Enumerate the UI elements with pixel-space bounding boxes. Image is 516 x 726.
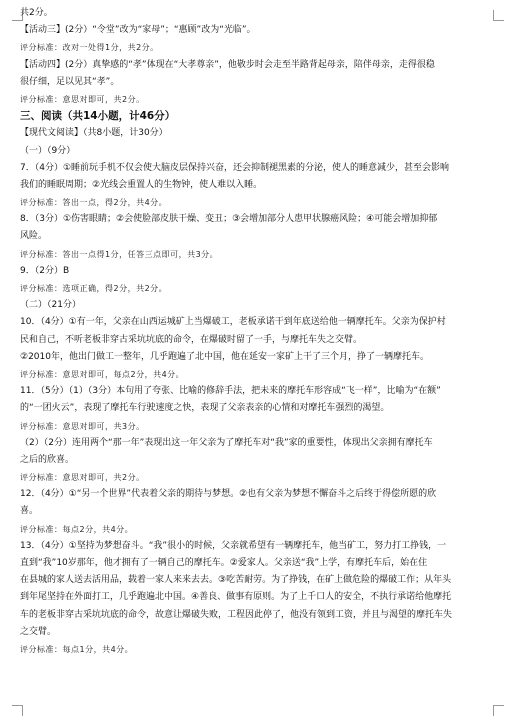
text-line: 11．（5分）（1）（3分）本句用了夸张、比喻的修辞手法，把未来的摩托车形容成“飞一样”，比喻为“在额” xyxy=(20,386,441,397)
scoring-line: 评分标准：每点1分，共4分。 xyxy=(20,644,134,654)
text-line: 很仔细，足以见其“孝”。 xyxy=(20,76,120,87)
text-line: ②2010年，他出门做工一整年，几乎跑遍了北中国，他在延安一家矿上干了三个月，挣了一辆摩托车。 xyxy=(20,351,429,362)
text-line: 直到“我”10岁那年，他才拥有了一辆自己的摩托车。②爱家人。父亲送“我”上学，有摩托车后，始在住 xyxy=(20,558,428,568)
section-heading: 三、阅读（共14小题，计46分） xyxy=(20,110,176,123)
scoring-line: 评分标准：意思对即可，共2分。 xyxy=(20,94,145,104)
text-line: 10．（4分）①有一年，父亲在山西运城矿上当爆破工，老板承诺干到年底送给他一辆摩托车。父亲为保护村 xyxy=(20,317,446,328)
text-line: 到年尾坚持在外面打工，几乎跑遍北中国。④善良、做事有原则。为了上千口人的安全，不执行承诺给他摩托 xyxy=(20,592,452,603)
scoring-line: 评分标准：每点2分，共4分。 xyxy=(20,524,134,534)
crop-mark-bottom-left xyxy=(12,705,23,716)
text-line: 我们的睡眠周期；②光线会重置人的生物钟，使人难以入睡。 xyxy=(20,179,263,190)
scoring-line: 评分标准：答出一点，得2分，共4分。 xyxy=(20,198,168,208)
text-line: 12．（4分）①“另一个世界”代表着父亲的期待与梦想。②也有父亲为梦想不懈奋斗之后终于得偿所愿的欣 xyxy=(20,489,437,500)
text-line: 7．（4分）①睡前玩手机不仅会使大脑皮层保持兴奋，还会抑制褪黑素的分泌，使人的睡意减少，甚至会影响 xyxy=(20,162,450,173)
text-line: 民和自己，不听老板非穿古采坑坑底的命令，在爆破时留了一手，与摩托车失之交臂。 xyxy=(20,334,363,345)
scoring-line: 评分标准：答出一点得1分，任答三点即可，共3分。 xyxy=(20,249,219,259)
text-line: 风险。 xyxy=(20,231,48,242)
crop-mark-bottom-right xyxy=(493,705,504,716)
text-line: 车的老板非穿古采坑坑底的命令，故意让爆破失败，工程因此停了，他没有领到工资，并且与渴望的摩托车失 xyxy=(20,609,453,620)
text-line: 13．（4分）①坚持为梦想奋斗。“我”很小的时候，父亲就希望有一辆摩托车，他当矿工，努力打工挣钱，一 xyxy=(20,540,447,551)
text-line: 【活动四】(2分）真挚感的“孝”体现在“大孝尊亲”，他敬步时会走至半路背起母亲，陪伴母亲，走得很稳 xyxy=(20,59,435,70)
scoring-line: 评分标准：意思对即可，共2分。 xyxy=(20,473,145,483)
text-line: 之交臂。 xyxy=(20,626,57,637)
text-line: 之后的欣喜。 xyxy=(20,454,75,465)
scoring-line: 评分标准：意思对即可，共3分。 xyxy=(20,421,145,431)
text-line: 【活动三】(2分）“令堂”改为“家母”；“惠顾”改为“光临”。 xyxy=(20,25,256,36)
text-line: （2）（2分）连用两个“那一年”表现出这一年父亲为了摩托车对“我”家的重要性，体现出父亲拥有摩托车 xyxy=(20,437,433,448)
text-line: 8．（3分）①伤害眼睛；②会使脸部皮肤干燥、变丑；③会增加部分人患甲状腺癌风险；④可能会增加抑郁 xyxy=(20,214,438,225)
scoring-line: 评分标准：选项正确，得2分，共2分。 xyxy=(20,284,168,293)
text-line: 【现代文阅读】（共8小题，计30分） xyxy=(20,128,168,139)
text-line: （二）（21分） xyxy=(20,300,81,311)
scoring-line: 评分标准：意思对即可，每点2分，共4分。 xyxy=(20,369,185,379)
text-line: 在县城的家人送去活用品，载着一家人来来去去。③吃苦耐劳。为了挣钱，在矿上做危险的爆破工作；从年头 xyxy=(20,575,452,586)
text-line: 的“一团火云”，表现了摩托车行驶速度之快，表现了父亲表亲的心情和对摩托车强烈的渴望。 xyxy=(20,403,390,414)
scoring-line: 评分标准：改对一处得1分，共2分。 xyxy=(20,43,159,53)
text-line: （一）（9分） xyxy=(20,145,76,156)
document-page xyxy=(20,5,496,658)
text-line: 9．（2分）B xyxy=(20,265,70,276)
text-line: 共2分。 xyxy=(20,8,53,18)
text-line: 喜。 xyxy=(20,506,39,517)
